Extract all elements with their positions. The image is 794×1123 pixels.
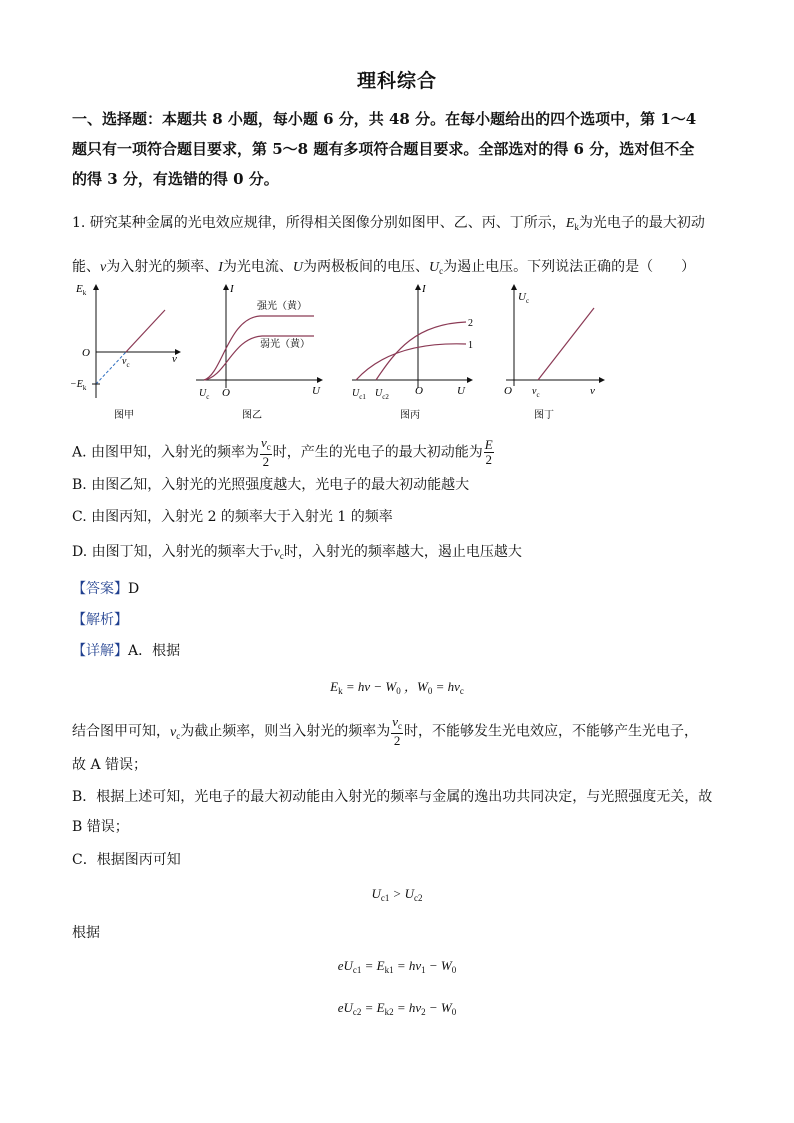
- detail-paragraph-3: C．根据图丙可知: [72, 852, 181, 868]
- figure-yi: [196, 283, 322, 421]
- answer-tag: 【答案】: [72, 581, 128, 597]
- svg-text:O: O: [82, 347, 90, 359]
- svg-text:I: I: [230, 283, 234, 295]
- caption-yi: 图乙: [242, 410, 262, 421]
- fraction-nu-c-over-2: $\frac{\nu_c}{2}$: [261, 435, 271, 469]
- ding-line: [538, 308, 594, 380]
- svg-text:Uc: $U_c$: [199, 388, 210, 401]
- svg-text:νc: $\nu_c$: [532, 386, 540, 399]
- detail-paragraph-2: B．根据上述可知，光电子的最大初动能由入射光的频率与金属的逸出功共同决定，与光照强度无关，故: [72, 789, 713, 805]
- bing-curve-1: [356, 344, 466, 380]
- svg-text:O: O: [222, 387, 230, 399]
- svg-text:I: I: [422, 283, 426, 295]
- detail-paragraph-1-end: 故 A 错误；: [72, 757, 148, 773]
- svg-text:Uc: $U_c$: [518, 291, 530, 305]
- detail-paragraph-4: 根据: [72, 925, 100, 941]
- caption-bing: 图丙: [400, 410, 420, 421]
- question-line-1: 1. 研究某种金属的光电效应规律，所得相关图像分别如图甲、乙、丙、丁所示，$E_k$为光电子的最大初动: [72, 215, 705, 232]
- svg-text:ν: ν: [172, 353, 177, 365]
- fraction-e-over-2: $\frac{E}{2}$: [484, 437, 493, 467]
- answer-value: D: [128, 581, 140, 597]
- svg-text:弱光（黄）: 弱光（黄）: [260, 339, 310, 350]
- option-b: B. 由图乙知，入射光的光照强度越大，光电子的最大初动能越大: [72, 477, 470, 493]
- svg-text:Uc1: $U_{c1}$: [352, 388, 366, 401]
- svg-text:强光（黄）: 强光（黄）: [257, 301, 307, 312]
- svg-text:Uc2: $U_{c2}$: [375, 388, 389, 401]
- option-a: A. 由图甲知，入射光的频率为 $\frac{\nu_c}{2}$ 时，产生的光电子的最大初动能为 $\frac{E}{2}$: [72, 435, 493, 469]
- caption-ding: 图丁: [534, 410, 554, 421]
- svg-text:1: 1: [468, 340, 473, 351]
- page-title: 理科综合: [356, 70, 437, 92]
- equation-4: $eU_{c2} = E_{k2} = h\nu_2 - W_0$: [337, 1000, 457, 1017]
- section-heading: [72, 104, 722, 194]
- svg-text:O: O: [415, 385, 423, 397]
- jia-line: [126, 310, 165, 352]
- option-c: C. 由图丙知，入射光 2 的频率大于入射光 1 的频率: [72, 509, 393, 525]
- svg-text:U: U: [457, 385, 465, 397]
- caption-jia: 图甲: [114, 410, 134, 421]
- equation-3: $eU_{c1} = E_{k1} = h\nu_1 - W_0$: [337, 958, 457, 975]
- analysis-tag: 【解析】: [72, 612, 128, 628]
- svg-text:νc: $\nu_c$: [122, 356, 130, 369]
- figure-group: [70, 280, 610, 425]
- svg-text:2: 2: [468, 318, 473, 329]
- svg-text:ν: ν: [590, 385, 595, 397]
- section-line-3: 的得 3 分，有选错的得 0 分。: [72, 170, 279, 188]
- detail-paragraph-2-end: B 错误；: [72, 819, 129, 835]
- section-line-1: 一、选择题：本题共 8 小题，每小题 6 分，共 48 分。在每小题给出的四个选项中，第 1～4: [72, 110, 697, 128]
- bing-curve-2: [376, 322, 466, 380]
- equation-1: $E_k = h\nu - W_0$ ，$W_0 = h\nu_c$: [330, 679, 464, 696]
- detail-line: 【详解】A．根据: [72, 643, 181, 659]
- svg-text:Ek: $E_k$: [76, 283, 87, 297]
- equation-2: $U_{c1} > U_{c2}$: [371, 886, 423, 903]
- svg-text:O: O: [504, 385, 512, 397]
- analysis-line: [72, 609, 128, 629]
- detail-tag: 【详解】: [72, 643, 128, 659]
- figure-ding: [504, 285, 604, 421]
- svg-text:−Ek: $-E_k$: [70, 379, 87, 392]
- option-d: D. 由图丁知，入射光的频率大于$\nu_c$时，入射光的频率越大，遏止电压越大: [72, 544, 522, 561]
- figure-jia: [70, 283, 180, 421]
- svg-text:U: U: [312, 385, 320, 397]
- question-line-2: 能、ν为入射光的频率、I为光电流、U为两极板间的电压、$U_c$为遏止电压。下列说法正确的是（ ）: [72, 259, 696, 276]
- ek-symbol: $E_k$: [565, 216, 579, 232]
- answer-line: [72, 578, 139, 598]
- section-line-2: 题只有一项符合题目要求，第 5～8 题有多项符合题目要求。全部选对的得 6 分，选对但不全: [72, 140, 695, 158]
- figure-bing: [352, 283, 473, 421]
- detail-paragraph-1: 结合图甲可知，$\nu_c$为截止频率，则当入射光的频率为 $\frac{\nu_c}{2}$ 时，不能够发生光电效应，不能够产生光电子，: [72, 714, 698, 748]
